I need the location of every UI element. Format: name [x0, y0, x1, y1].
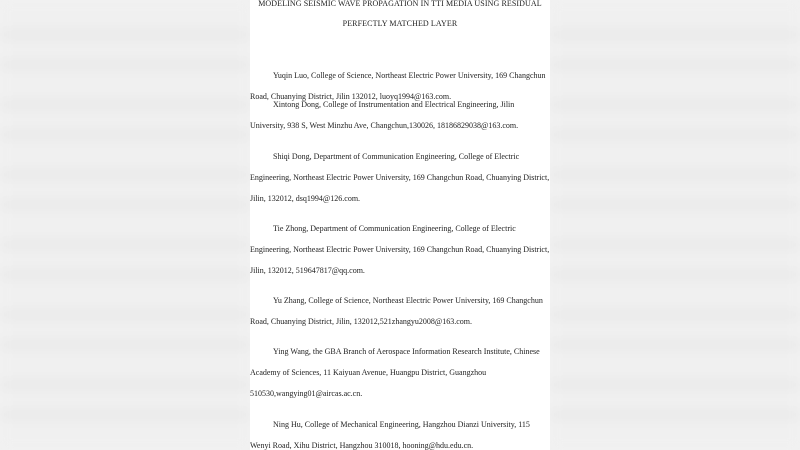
author-line: Shiqi Dong, Department of Communication Engineering, College of Electric — [273, 152, 520, 161]
author-line: Ning Hu, College of Mechanical Engineering, Hangzhou Dianzi University, 115 — [273, 420, 530, 429]
document-page — [250, 0, 550, 450]
blurred-background-right — [550, 0, 800, 450]
author-line: Academy of Sciences, 11 Kaiyuan Avenue, Huangpu District, Guangzhou — [250, 368, 487, 377]
author-line: Jilin, 132012, 519647817@qq.com. — [250, 266, 365, 275]
paper-title-line-1: MODELING SEISMIC WAVE PROPAGATION IN TTI MEDIA USING RESIDUAL — [258, 0, 542, 8]
author-line: University, 938 S, West Minzhu Ave, Changchun,130026, 18186829038@163.com. — [250, 121, 519, 130]
author-affiliation-wang — [250, 341, 550, 404]
author-line: 510530,wangying01@aircas.ac.cn. — [250, 389, 363, 398]
paper-title-line-2: PERFECTLY MATCHED LAYER — [342, 19, 458, 28]
author-line: Road, Chuanying District, Jilin 132012, luoyq1994@163.com. — [250, 92, 452, 101]
author-line: Yu Zhang, College of Science, Northeast Electric Power University, 169 Changchun — [273, 296, 543, 305]
author-affiliation-dong-s — [250, 146, 550, 209]
author-affiliation-zhong — [250, 218, 550, 281]
author-affiliation-hu — [250, 414, 550, 450]
author-line: Engineering, Northeast Electric Power University, 169 Changchun Road, Chuanying District, — [250, 173, 550, 182]
blurred-background-left — [0, 0, 250, 450]
author-affiliation-zhang — [250, 290, 550, 332]
author-line: Xintong Dong, College of Instrumentation and Electrical Engineering, Jilin — [273, 100, 515, 109]
author-line: Tie Zhong, Department of Communication Engineering, College of Electric — [273, 224, 516, 233]
author-line: Jilin, 132012, dsq1994@126.com. — [250, 194, 361, 203]
author-line: Road, Chuanying District, Jilin, 132012,521zhangyu2008@163.com. — [250, 317, 473, 326]
author-line: Yuqin Luo, College of Science, Northeast Electric Power University, 169 Changchun — [273, 71, 546, 80]
author-line: Ying Wang, the GBA Branch of Aerospace Information Research Institute, Chinese — [273, 347, 540, 356]
author-line: Wenyi Road, Xihu District, Hangzhou 310018, hooning@hdu.edu.cn. — [250, 441, 474, 450]
author-line: Engineering, Northeast Electric Power University, 169 Changchun Road, Chuanying District, — [250, 245, 550, 254]
author-affiliation-dong-x — [250, 94, 550, 136]
